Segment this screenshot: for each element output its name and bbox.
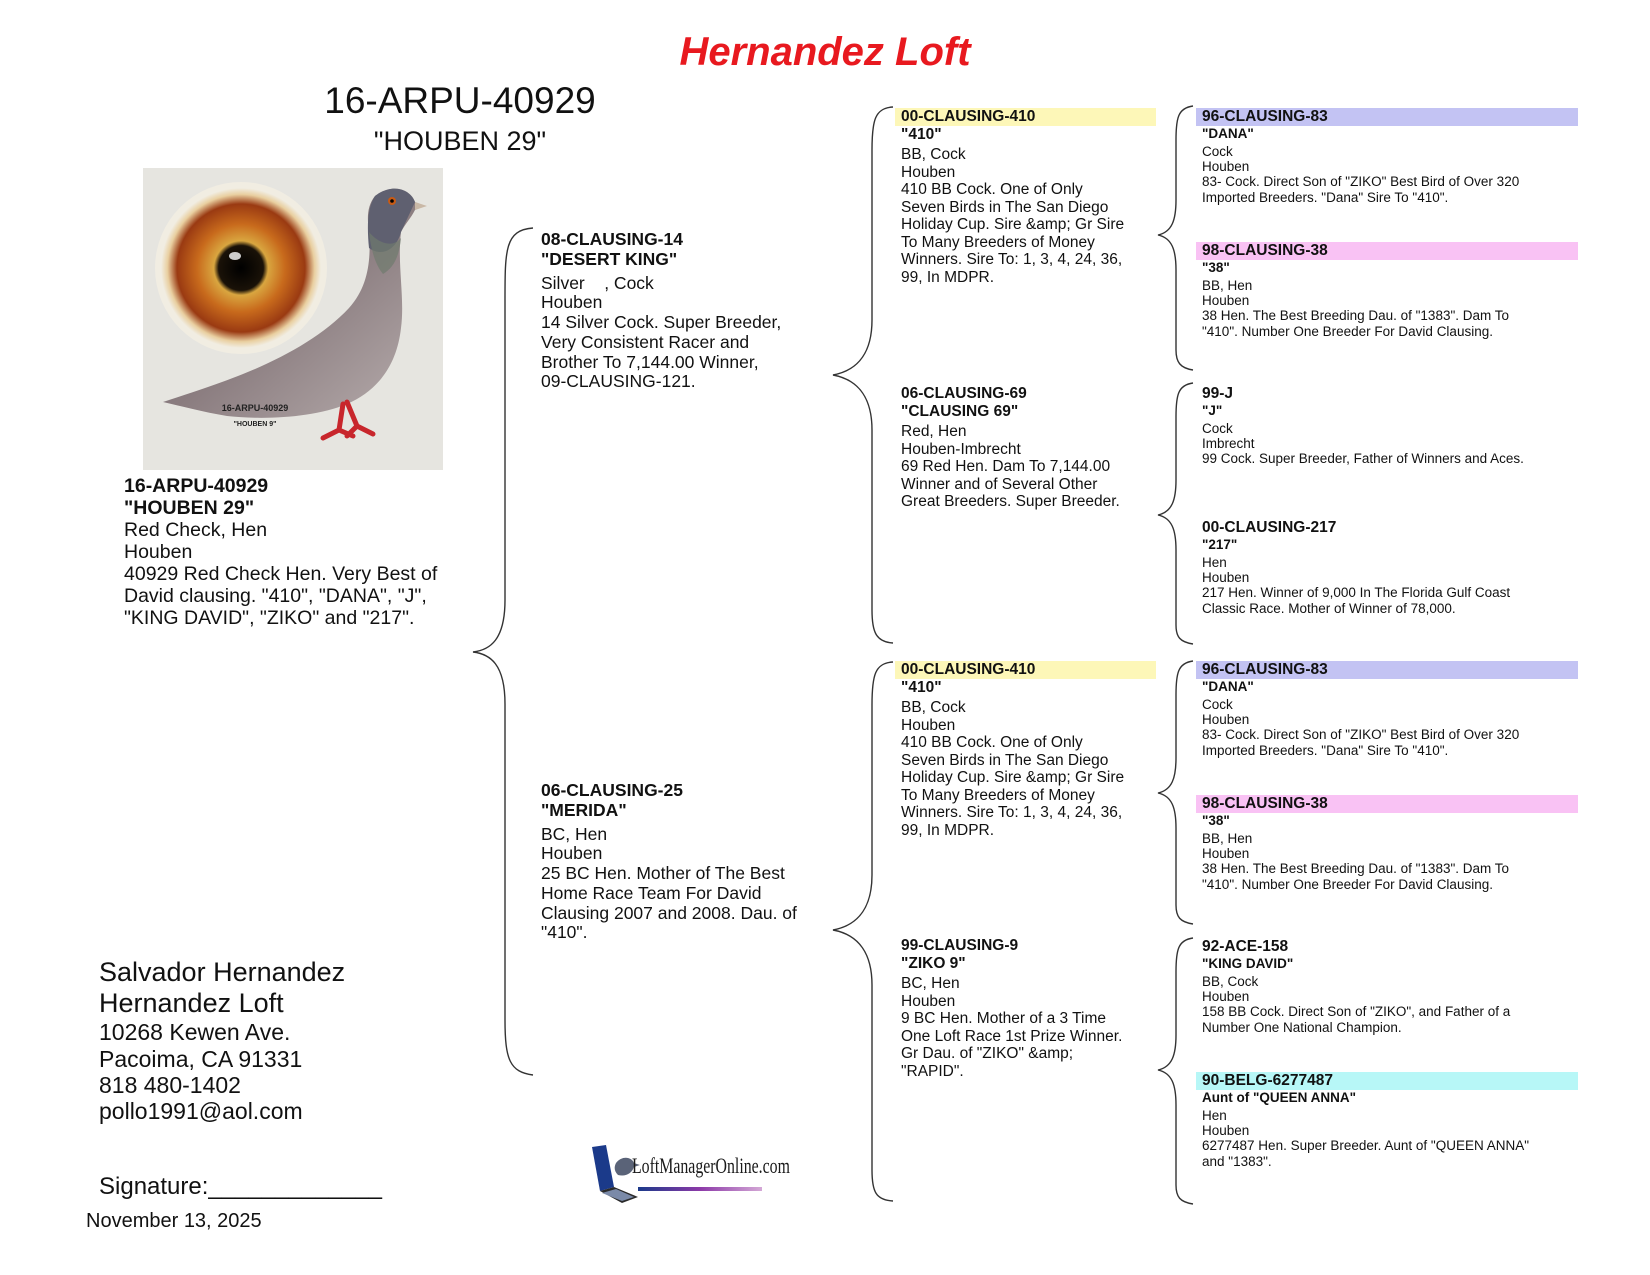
dam-color-sex: BC, Hen	[541, 823, 608, 844]
ggp-5-band: 96-CLAUSING-83	[1196, 661, 1578, 679]
ggp-2-name: "38"	[1202, 259, 1230, 275]
header-bird-name: "HOUBEN 29"	[373, 126, 547, 156]
sire-dam-notes: 69 Red Hen. Dam To 7,144.00 Winner and of Several Other Great Breeders. Super Breeder.	[901, 458, 1120, 510]
owner-city: Pacoima, CA 91331	[99, 1045, 303, 1072]
owner-loft: Hernandez Loft	[99, 988, 284, 1019]
ggp-4-notes: 217 Hen. Winner of 9,000 In The Florida Gulf Coast Classic Race. Mother of Winner of 78,000.	[1202, 585, 1511, 616]
sire-notes: 14 Silver Cock. Super Breeder, Very Consistent Racer and Brother To 7,144.00 Winner, 09-CLAUSING-121.	[541, 312, 782, 392]
ggp-6-name: "38"	[1202, 812, 1230, 828]
ggp-3-name: "J"	[1202, 402, 1223, 418]
sire-sire-notes: 410 BB Cock. One of Only Seven Birds in The San Diego Holiday Cup. Sire &amp; Gr Sire To Many Breeders of Money Winners. Sire To: 1, 3, 4, 24, 36, 99, In MDPR.	[901, 181, 1125, 286]
ggp-7-name: "KING DAVID"	[1202, 955, 1294, 971]
ggp-8-band: 90-BELG-6277487	[1196, 1072, 1578, 1090]
signature-line: Signature:_____________	[99, 1173, 382, 1200]
sire-sire-band: 00-CLAUSING-410	[895, 108, 1156, 126]
dam-sire-strain: Houben	[901, 716, 956, 734]
ggp-3-notes: 99 Cock. Super Breeder, Father of Winners and Aces.	[1202, 451, 1524, 467]
sire-name: "DESERT KING"	[541, 248, 678, 269]
ggp-1-band: 96-CLAUSING-83	[1196, 108, 1578, 126]
print-date: November 13, 2025	[86, 1210, 262, 1232]
dam-sire-band: 00-CLAUSING-410	[895, 661, 1156, 679]
subject-color-sex: Red Check, Hen	[124, 519, 268, 542]
owner-phone: 818 480-1402	[99, 1071, 241, 1098]
ggp-2-strain: Houben	[1202, 293, 1250, 308]
ggp-8-color-sex: Hen	[1202, 1107, 1227, 1123]
ggp-3-bird	[1202, 385, 1578, 467]
dam-dam-bird	[901, 937, 1156, 1080]
subject-bird	[124, 475, 437, 629]
dam-dam-band: 99-CLAUSING-9	[901, 937, 1019, 954]
ggp-1-name: "DANA"	[1202, 125, 1254, 141]
ggp-1-strain: Houben	[1202, 159, 1250, 174]
sire-dam-strain: Houben-Imbrecht	[901, 440, 1021, 458]
sire-dam-color-sex: Red, Hen	[901, 423, 967, 440]
sire-bird	[541, 230, 841, 392]
dam-sire-name: "410"	[901, 678, 942, 696]
ggp-4-bird	[1202, 519, 1578, 616]
ggp-7-bird	[1202, 938, 1578, 1035]
ggp-6-color-sex: BB, Hen	[1202, 830, 1253, 846]
dam-strain: Houben	[541, 843, 603, 864]
ggp-7-notes: 158 BB Cock. Direct Son of "ZIKO", and Father of a Number One National Champion.	[1202, 1004, 1511, 1035]
photo-caption-name: "HOUBEN 9"	[233, 421, 277, 428]
sire-dam-band: 06-CLAUSING-69	[901, 385, 1027, 402]
sire-strain: Houben	[541, 292, 603, 313]
dam-sire-color-sex: BB, Cock	[901, 699, 966, 716]
dam-dam-strain: Houben	[901, 992, 956, 1010]
sire-sire-name: "410"	[901, 125, 942, 143]
dam-notes: 25 BC Hen. Mother of The Best Home Race Team For David Clausing 2007 and 2008. Dau. of "410".	[541, 863, 797, 943]
ggp-3-strain: Imbrecht	[1202, 436, 1255, 451]
ggp-1-color-sex: Cock	[1202, 143, 1233, 159]
ggp-2-notes: 38 Hen. The Best Breeding Dau. of "1383". Dam To "410". Number One Breeder For David Clausing.	[1202, 308, 1510, 339]
sire-band: 08-CLAUSING-14	[541, 229, 683, 249]
dam-bird	[541, 781, 841, 943]
subject-strain: Houben	[124, 541, 193, 564]
owner-name: Salvador Hernandez	[99, 957, 346, 987]
sire-color-sex: Silver , Cock	[541, 272, 654, 293]
ggp-4-band: 00-CLAUSING-217	[1202, 519, 1337, 536]
ggp-8-name: Aunt of "QUEEN ANNA"	[1202, 1089, 1357, 1105]
ggp-4-name: "217"	[1202, 536, 1238, 552]
sire-dam-bird	[901, 385, 1156, 511]
ggp-2-color-sex: BB, Hen	[1202, 277, 1253, 293]
ggp-4-strain: Houben	[1202, 570, 1250, 585]
sire-sire-strain: Houben	[901, 163, 956, 181]
dam-band: 06-CLAUSING-25	[541, 780, 683, 800]
ggp-7-color-sex: BB, Cock	[1202, 973, 1259, 989]
owner-email: pollo1991@aol.com	[99, 1098, 303, 1125]
ggp-5-color-sex: Cock	[1202, 696, 1233, 712]
dam-sire-notes: 410 BB Cock. One of Only Seven Birds in The San Diego Holiday Cup. Sire &amp; Gr Sire To Many Breeders of Money Winners. Sire To: 1, 3, 4, 24, 36, 99, In MDPR.	[901, 734, 1125, 839]
ggp-6-notes: 38 Hen. The Best Breeding Dau. of "1383". Dam To "410". Number One Breeder For David Clausing.	[1202, 861, 1510, 892]
ggp-8-strain: Houben	[1202, 1123, 1250, 1138]
page-title: Hernandez Loft	[679, 30, 971, 74]
ggp-3-band: 99-J	[1202, 385, 1234, 402]
ggp-8-bird	[1202, 1072, 1578, 1169]
subject-name: "HOUBEN 29"	[124, 497, 255, 520]
logo-underline	[638, 1187, 762, 1191]
ggp-6-band: 98-CLAUSING-38	[1196, 795, 1578, 813]
ggp-4-color-sex: Hen	[1202, 554, 1227, 570]
ggp-5-name: "DANA"	[1202, 678, 1254, 694]
dam-sire-bird	[901, 661, 1156, 839]
ggp-2-band: 98-CLAUSING-38	[1196, 242, 1578, 260]
logo-text: LoftManagerOnline.com	[632, 1153, 790, 1178]
owner-info	[99, 957, 345, 1125]
dam-name: "MERIDA"	[541, 799, 627, 820]
sire-sire-color-sex: BB, Cock	[901, 146, 966, 163]
photo-caption-band: 16-ARPU-40929	[221, 403, 289, 413]
dam-dam-name: "ZIKO 9"	[901, 954, 966, 972]
ggp-1-notes: 83- Cock. Direct Son of "ZIKO" Best Bird of Over 320 Imported Breeders. "Dana" Sire To "410".	[1202, 174, 1520, 205]
dam-dam-color-sex: BC, Hen	[901, 975, 960, 992]
owner-address: 10268 Kewen Ave.	[99, 1019, 291, 1046]
ggp-5-strain: Houben	[1202, 712, 1250, 727]
ggp-3-color-sex: Cock	[1202, 420, 1233, 436]
ggp-6-bird	[1202, 795, 1578, 892]
subject-band: 16-ARPU-40929	[124, 475, 269, 497]
sire-sire-bird	[901, 108, 1156, 286]
ggp-7-band: 92-ACE-158	[1202, 938, 1289, 955]
ggp-8-notes: 6277487 Hen. Super Breeder. Aunt of "QUEEN ANNA" and "1383".	[1202, 1138, 1530, 1169]
loftmanager-logo	[588, 1143, 790, 1207]
header-band-number: 16-ARPU-40929	[324, 80, 596, 121]
ggp-5-notes: 83- Cock. Direct Son of "ZIKO" Best Bird of Over 320 Imported Breeders. "Dana" Sire To "410".	[1202, 727, 1520, 758]
dam-dam-notes: 9 BC Hen. Mother of a 3 Time One Loft Race 1st Prize Winner. Gr Dau. of "ZIKO" &amp; "RAPID".	[901, 1010, 1123, 1080]
subject-notes: 40929 Red Check Hen. Very Best of David clausing. "410", "DANA", "J", "KING DAVID", "ZIKO" and "217".	[124, 563, 438, 630]
ggp-6-strain: Houben	[1202, 846, 1250, 861]
ggp-7-strain: Houben	[1202, 989, 1250, 1004]
ggp-2-bird	[1202, 242, 1578, 339]
ggp-1-bird	[1202, 108, 1578, 205]
sire-dam-name: "CLAUSING 69"	[901, 402, 1019, 420]
ggp-5-bird	[1202, 661, 1578, 758]
